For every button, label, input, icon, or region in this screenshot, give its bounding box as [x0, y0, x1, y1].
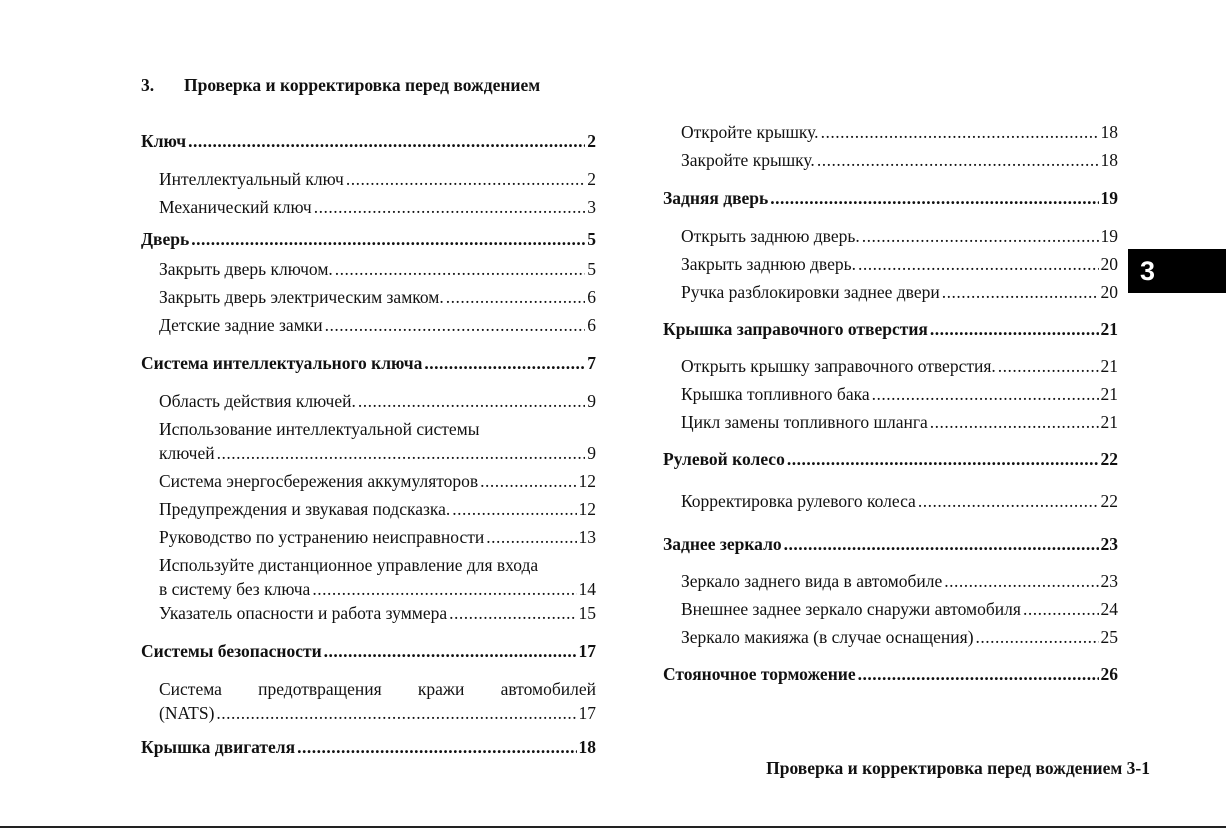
toc-entry-label: Открыть крышку заправочного отверстия. [681, 356, 996, 376]
toc-page-number: 19 [1100, 226, 1118, 246]
toc-page-number: 25 [1100, 627, 1118, 647]
toc-entry-label-line: Используйте дистанционное управление для входа [159, 555, 539, 575]
toc-section[interactable] [141, 352, 596, 374]
dot-leader [821, 121, 1099, 143]
toc-page-number: 5 [587, 259, 596, 279]
toc-page-number: 2 [587, 169, 596, 189]
toc-section[interactable] [663, 448, 1118, 470]
dot-leader [998, 355, 1099, 377]
toc-entry[interactable] [159, 702, 596, 724]
toc-page-number: 21 [1100, 319, 1118, 339]
toc-entry[interactable] [681, 225, 1118, 247]
toc-page-number: 14 [578, 579, 596, 599]
toc-entry-label: Указатель опасности и работа зуммера [159, 603, 448, 623]
toc-entry-label: (NATS) [159, 703, 215, 723]
toc-entry-label: Корректировка рулевого колеса [681, 491, 916, 511]
toc-entry-label: Закрыть дверь электрическим замком. [159, 287, 444, 307]
toc-entry[interactable] [681, 570, 1118, 592]
dot-leader [325, 314, 586, 336]
toc-entry[interactable] [681, 383, 1118, 405]
toc-entry-label: ключей [159, 443, 215, 463]
dot-leader [872, 383, 1099, 405]
dot-leader [817, 149, 1099, 171]
dot-leader [787, 448, 1099, 470]
toc-page-number: 24 [1100, 599, 1118, 619]
dot-leader [930, 411, 1099, 433]
toc-section-label: Ключ [141, 131, 187, 151]
toc-section[interactable] [663, 663, 1118, 685]
toc-page-number: 22 [1100, 491, 1118, 511]
toc-section-label: Крышка двигателя [141, 737, 296, 757]
dot-leader [297, 736, 576, 758]
toc-section-label: Рулевой колесо [663, 449, 785, 469]
toc-section-label: Задняя дверь [663, 188, 769, 208]
toc-page-number: 17 [578, 703, 596, 723]
toc-entry-line [159, 678, 596, 700]
toc-entry-label: Закрыть заднюю дверь. [681, 254, 856, 274]
toc-entry-label: Предупреждения и звукавая подсказка. [159, 499, 451, 519]
toc-section-label: Заднее зеркало [663, 534, 782, 554]
toc-page-number: 23 [1100, 571, 1118, 591]
dot-leader [976, 626, 1099, 648]
dot-leader [918, 490, 1099, 512]
toc-entry[interactable] [681, 121, 1118, 143]
toc-entry[interactable] [159, 314, 596, 336]
toc-entry[interactable] [159, 498, 596, 520]
toc-section-label: Крышка заправочного отверстия [663, 319, 928, 339]
toc-section[interactable] [141, 228, 596, 250]
toc-page-number: 21 [1100, 384, 1118, 404]
toc-page-number: 21 [1100, 412, 1118, 432]
toc-entry[interactable] [159, 470, 596, 492]
dot-leader [346, 168, 585, 190]
toc-entry-label: Детские задние замки [159, 315, 323, 335]
dot-leader [335, 258, 585, 280]
toc-entry-label-line: Использование интеллектуальной системы [159, 419, 480, 439]
dot-leader [858, 663, 1099, 685]
toc-entry[interactable] [681, 626, 1118, 648]
toc-entry-line [159, 554, 596, 576]
toc-page-number: 13 [578, 527, 596, 547]
toc-page-number: 9 [587, 391, 596, 411]
toc-entry[interactable] [681, 281, 1118, 303]
toc-entry-label: в систему без ключа [159, 579, 311, 599]
toc-entry-label: Закройте крышку. [681, 150, 815, 170]
toc-page-number: 18 [1100, 122, 1118, 142]
dot-leader [446, 286, 585, 308]
toc-page-number: 6 [587, 315, 596, 335]
toc-page-number: 5 [587, 229, 596, 249]
toc-entry[interactable] [159, 442, 596, 464]
toc-entry[interactable] [681, 149, 1118, 171]
toc-entry-label: Система энергосбережения аккумуляторов [159, 471, 479, 491]
toc-entry[interactable] [681, 411, 1118, 433]
toc-section-label: Система интеллектуального ключа [141, 353, 423, 373]
toc-entry-word: автомобилей [500, 679, 596, 699]
toc-entry-label: Руководство по устранению неисправности [159, 527, 485, 547]
dot-leader [449, 602, 576, 624]
bottom-rule [0, 826, 1226, 828]
toc-page-number: 3 [587, 197, 596, 217]
toc-page-number: 19 [1100, 188, 1118, 208]
dot-leader [217, 442, 586, 464]
toc-page-number: 20 [1100, 282, 1118, 302]
toc-section[interactable] [663, 187, 1118, 209]
dot-leader [188, 130, 585, 152]
toc-section[interactable] [141, 640, 596, 662]
toc-entry-label: Открыть заднюю дверь. [681, 226, 860, 246]
toc-page-number: 22 [1100, 449, 1118, 469]
dot-leader [480, 470, 576, 492]
dot-leader [424, 352, 585, 374]
toc-entry-word: предотвращения [258, 679, 382, 699]
toc-section-label: Дверь [141, 229, 190, 249]
toc-section-label: Стояночное торможение [663, 664, 856, 684]
toc-entry-word: кражи [417, 679, 465, 699]
dot-leader [324, 640, 577, 662]
toc-page-number: 12 [578, 471, 596, 491]
toc-entry-label: Откройте крышку. [681, 122, 819, 142]
toc-entry[interactable] [681, 598, 1118, 620]
toc-entry-label: Зеркало заднего вида в автомобиле [681, 571, 943, 591]
toc-entry[interactable] [159, 286, 596, 308]
chapter-title [141, 75, 540, 96]
dot-leader [452, 498, 576, 520]
toc-entry-label: Внешнее заднее зеркало снаружи автомобиля [681, 599, 1021, 619]
dot-leader [944, 570, 1098, 592]
toc-entry[interactable] [681, 253, 1118, 275]
toc-entry[interactable] [681, 490, 1118, 512]
toc-section[interactable] [141, 130, 596, 152]
toc-page-number: 6 [587, 287, 596, 307]
dot-leader [358, 390, 585, 412]
toc-page-number: 18 [578, 737, 596, 757]
toc-section[interactable] [663, 318, 1118, 340]
page-footer: Проверка и корректировка перед вождением 3-1 [766, 758, 1150, 778]
dot-leader [930, 318, 1099, 340]
toc-entry-label: Механический ключ [159, 197, 312, 217]
toc-entry[interactable] [681, 355, 1118, 377]
toc-entry-label: Интеллектуальный ключ [159, 169, 344, 189]
toc-entry[interactable] [159, 578, 596, 600]
toc-section[interactable] [663, 533, 1118, 555]
toc-entry-label: Закрыть дверь ключом. [159, 259, 333, 279]
dot-leader [1023, 598, 1099, 620]
dot-leader [858, 253, 1099, 275]
dot-leader [770, 187, 1098, 209]
toc-page-number: 26 [1100, 664, 1118, 684]
toc-page-number: 7 [587, 353, 596, 373]
toc-page-number: 17 [578, 641, 596, 661]
toc-entry[interactable] [159, 526, 596, 548]
toc-entry-word: Система [159, 679, 222, 699]
dot-leader [942, 281, 1099, 303]
toc-entry[interactable] [159, 602, 596, 624]
toc-page-number: 12 [578, 499, 596, 519]
toc-page-number: 18 [1100, 150, 1118, 170]
dot-leader [216, 702, 576, 724]
chapter-number: 3. [141, 75, 155, 95]
dot-leader [314, 196, 586, 218]
toc-page-number: 23 [1100, 534, 1118, 554]
toc-entry-label: Цикл замены топливного шланга [681, 412, 928, 432]
toc-entry-label: Ручка разблокировки заднее двери [681, 282, 940, 302]
dot-leader [784, 533, 1099, 555]
toc-section-label: Системы безопасности [141, 641, 322, 661]
dot-leader [486, 526, 576, 548]
toc-entry[interactable] [159, 258, 596, 280]
toc-entry-label: Зеркало макияжа (в случае оснащения) [681, 627, 974, 647]
toc-page-number: 15 [578, 603, 596, 623]
chapter-title-text: Проверка и корректировка перед вождением [184, 75, 541, 95]
toc-page-number: 9 [587, 443, 596, 463]
toc-entry[interactable] [159, 168, 596, 190]
toc-page-number: 20 [1100, 254, 1118, 274]
toc-page-number: 2 [587, 131, 596, 151]
toc-entry[interactable] [159, 196, 596, 218]
toc-entry[interactable] [159, 390, 596, 412]
toc-entry-line [159, 418, 596, 440]
toc-entry-label: Область действия ключей. [159, 391, 356, 411]
dot-leader [191, 228, 585, 250]
toc-page-number: 21 [1100, 356, 1118, 376]
toc-section[interactable] [141, 736, 596, 758]
chapter-tab: 3 [1128, 249, 1226, 293]
dot-leader [862, 225, 1099, 247]
dot-leader [312, 578, 576, 600]
toc-entry-label: Крышка топливного бака [681, 384, 870, 404]
